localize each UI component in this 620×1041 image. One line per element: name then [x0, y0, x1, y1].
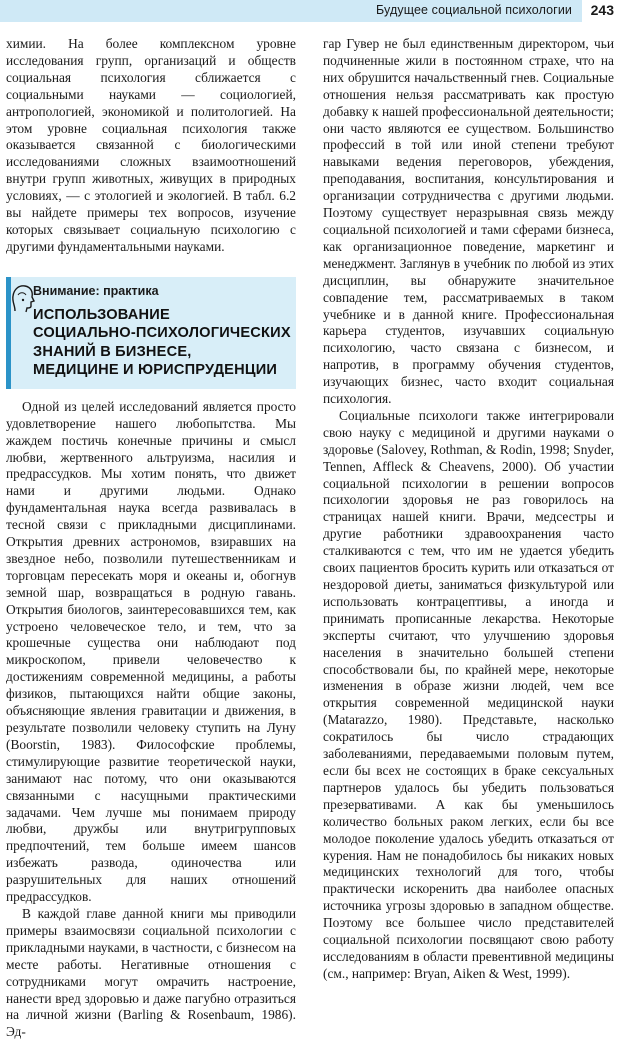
callout-heading-line: СОЦИАЛЬНО-ПСИХОЛОГИЧЕСКИХ — [33, 325, 291, 342]
left-paragraph-1: химии. На более комплексном уровне исследования групп, организаций и обществ социальная психология сближается с социальными науками — социологией, антропологией, экономикой и политологией. На этом уровне социальная психология также оказывается связанной с биологическими исследованиями сложных взаимоотношений внутри групп животных, живущих в природных условиях, — с этологией и экологией. В табл. 6.2 вы найдете примеры тех вопросов, изучение которых связывает социальную психологию с другими фундаментальными науками. — [6, 36, 296, 254]
page-number: 243 — [590, 2, 614, 18]
callout-heading-line: ИСПОЛЬЗОВАНИЕ — [33, 306, 170, 323]
callout-label: Внимание: практика — [33, 283, 159, 298]
thinking-head-icon — [9, 281, 35, 315]
left-paragraph-3: В каждой главе данной книги мы приводили примеры взаимосвязи социальной психологии с прикладными науками, в частности, с бизнесом на месте работы. Негативные отношения с сотрудниками могут омрачить настроение, нанести вред здоровью и даже пагубно отразиться на личной жизни (Barling & Rosenbaum, 1986). Эд- — [6, 905, 296, 1040]
left-paragraph-2: Одной из целей исследований является просто удовлетворение нашего любопытства. Мы жаждем постичь конечные причины и смысл любви, жертвенного альтруизма, насилия и предрассудков. Мы хотим понять, что движет нами и другими людьми. Однако фундаментальная наука всегда развивалась в тесной связи с прикладными дисциплинами. Открытия древних астрономов, взиравших на звездное небо, позволили путешественникам и торговцам пересекать моря и океаны и, обогнув земной шар, возвращаться в родную гавань. Открытия биологов, заинтересовавшихся тем, как устроено человеческое тело, и тем, что за крошечные существа они наблюдают под микроскопом, привели человечество к достижениям современной медицины, а работы физиков, пытающихся найти общие законы, объясняющие явления гравитации и движения, в результате позволили человеку ступить на Луну (Boorstin, 1983). Философские проблемы, стимулирующие развитие теоретической науки, занимают нас потому, что они оказываются связанными с насущными практическими задачами. Чем лучше мы понимаем природу любви, дружбы или внутригрупповых предпочтений, тем больше имеем шансов избежать развода, одиночества или разрушительных для наших отношений предрассудков. — [6, 398, 296, 905]
practice-callout-box — [6, 277, 296, 389]
right-column — [323, 36, 614, 983]
left-column — [6, 36, 296, 1041]
callout-heading-line: МЕДИЦИНЕ И ЮРИСПРУДЕНЦИИ — [33, 362, 278, 379]
right-paragraph-2: Социальные психологи также интегрировали свою науку с медициной и другими науками о здоровье (Salovey, Rothman, & Rodin, 1998; Snyder, Tennen, Affleck & Cheavens, 2000). Об участии социальной психологии в решении вопросов психологии здоровья не раз говорилось на страницах нашей книги. Врачи, медсестры и другие работники здравоохранения часто сталкиваются с тем, что им не удается убедить своих пациентов бросить курить или отказаться от нездоровой диеты, заниматься физкультурой или использовать контрацептивы, а иногда и принимать прописанные лекарства. Некоторые эксперты считают, что улучшению здоровья населения в значительно большей степени способствовали бы, по крайней мере, некоторые изменения в образе жизни людей, чем все открытия современной медицинской науки (Matarazzo, 1980). Представьте, насколько сократилось бы число страдающих заболеваниями, передаваемыми половым путем, если бы всех не состоящих в браке сексуальных партнеров удалось бы убедить пользоваться презервативами. А как бы уменьшилось количество больных раком легких, если бы все молодое поколение удалось убедить отказаться от курения. Нам не понадобилось бы никаких новых медицинских технологий для того, чтобы практически искоренить два наиболее опасных источника угрозы здоровью в западном обществе. Поэтому все большее число представителей социальной психологии посвящают свою работу исследованиям в области превентивной медицины (см., например: Bryan, Aiken & West, 1999). — [323, 407, 614, 981]
right-paragraph-1: гар Гувер не был единственным директором, чьи подчиненные жили в постоянном страхе, что на них обрушится начальственный гнев. Социальные отношения нельзя рассматривать как простую добавку к нашей профессиональной деятельности; они часто являются ее существом. Большинство профессий в той или иной степени требуют навыками ведения переговоров, убеждения, преподавания, воспитания, консультирования и организации сотрудничества с другими людьми. Поэтому существует неразрывная связь между социальной психологией и тами сферами бизнеса, как организационное поведение, маркетинг и менеджмент. Заглянув в учебник по любой из этих дисциплин, вы обнаружите значительное совпадение тем, рассматриваемых в таком учебнике и в данной книге. Профессиональная карьера студентов, изучавших социальную психологию, часто связана с бизнесом, и напротив, в программу обучения студентов, изучающих бизнес, часто входит социальная психология. — [323, 36, 614, 407]
callout-heading-line: ЗНАНИЙ В БИЗНЕСЕ, — [33, 343, 192, 360]
page-header — [0, 0, 620, 22]
running-header-title: Будущее социальной психологии — [376, 3, 572, 17]
callout-heading — [33, 306, 291, 380]
